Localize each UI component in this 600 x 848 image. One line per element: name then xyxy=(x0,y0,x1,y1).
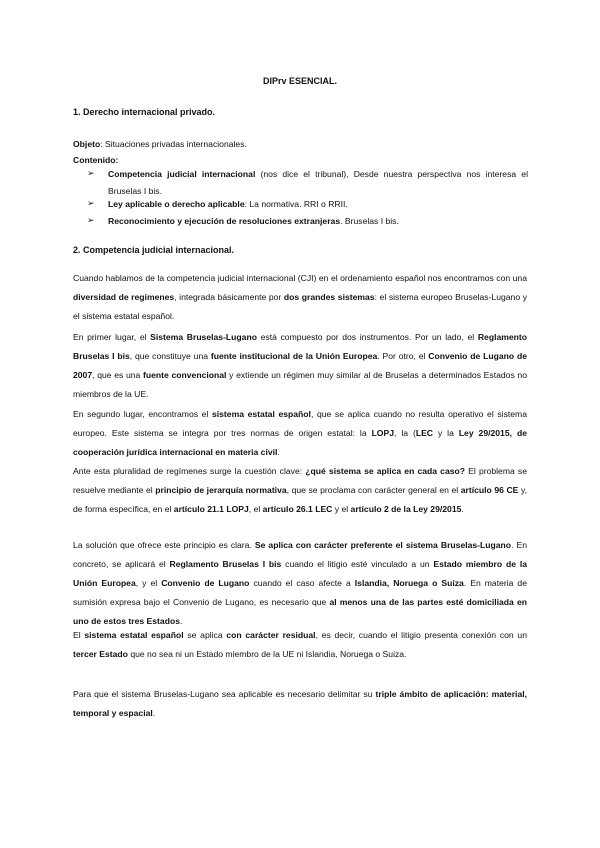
bullet-item: Competencia judicial internacional (nos dice el tribunal), Desde nuestra perspectiva nos interesa el Bruselas I bis. xyxy=(108,169,528,196)
paragraph-6: El sistema estatal español se aplica con carácter residual, es decir, cuando el litigio presenta conexión con un tercer Estado que no sea ni un Estado miembro de la UE ni Islandia, Noruega o Suiza. xyxy=(73,630,527,659)
paragraph-3: En segundo lugar, encontramos el sistema estatal español, que se aplica cuando no resulta operativo el sistema europeo. Este sistema se integra por tres normas de origen estatal: la LOPJ, la (LEC y la Ley 29/2015, de cooperación jurídica internacional en materia civil. xyxy=(73,409,527,457)
paragraph-2: En primer lugar, el Sistema Bruselas-Lugano está compuesto por dos instrumentos. Por un lado, el Reglamento Bruselas I bis, que constituye una fuente institucional de la Unión Europea. Por otro, el Convenio de Lugano de 2007, que es una fuente convencional y extiende un régimen muy similar al de Bruselas a determinados Estados no miembros de la UE. xyxy=(73,332,528,399)
arrow-bullet-icon: ➢ xyxy=(87,198,95,208)
arrow-bullet-icon: ➢ xyxy=(87,168,95,178)
objeto-line xyxy=(73,139,247,149)
objeto-label: Objeto xyxy=(73,139,101,149)
bullet-item: Ley aplicable o derecho aplicable: La normativa. RRI o RRII. xyxy=(108,199,348,209)
section-2-heading: 2. Competencia judicial internacional. xyxy=(73,245,235,255)
paragraph-5: La solución que ofrece este principio es clara. Se aplica con carácter preferente el sistema Bruselas-Lugano. En concreto, se aplicará el Reglamento Bruselas I bis cuando el litigio esté vinculado a un Estado miembro de la Unión Europea, y el Convenio de Lugano cuando el caso afecte a Islandia, Noruega o Suiza. En materia de sumisión expresa bajo el Convenio de Lugano, es necesario que al menos una de las partes esté domiciliada en uno de estos tres Estados. xyxy=(73,540,528,626)
document-title: DIPrv ESENCIAL. xyxy=(262,76,338,86)
section-1-heading: 1. Derecho internacional privado. xyxy=(73,107,216,117)
objeto-text: : Situaciones privadas internacionales. xyxy=(100,139,247,149)
contenido-label: Contenido: xyxy=(73,155,119,165)
paragraph-1: Cuando hablamos de la competencia judicial internacional (CJI) en el ordenamiento español nos encontramos con una diversidad de regímenes, integrada básicamente por dos grandes sistemas: el sistema europeo Bruselas-Lugano y el sistema estatal español. xyxy=(73,273,528,321)
paragraph-7: Para que el sistema Bruselas-Lugano sea aplicable es necesario delimitar su triple ámbito de aplicación: material, temporal y espacial. xyxy=(73,689,527,718)
paragraph-4: Ante esta pluralidad de regímenes surge la cuestión clave: ¿qué sistema se aplica en cada caso? El problema se resuelve mediante el principio de jerarquía normativa, que se proclama con carácter general en el artículo 96 CE y, de forma específica, en el artículo 21.1 LOPJ, el artículo 26.1 LEC y el artículo 2 de la Ley 29/2015. xyxy=(73,466,528,514)
arrow-bullet-icon: ➢ xyxy=(87,215,95,225)
bullet-item: Reconocimiento y ejecución de resoluciones extranjeras. Bruselas I bis. xyxy=(108,216,399,226)
